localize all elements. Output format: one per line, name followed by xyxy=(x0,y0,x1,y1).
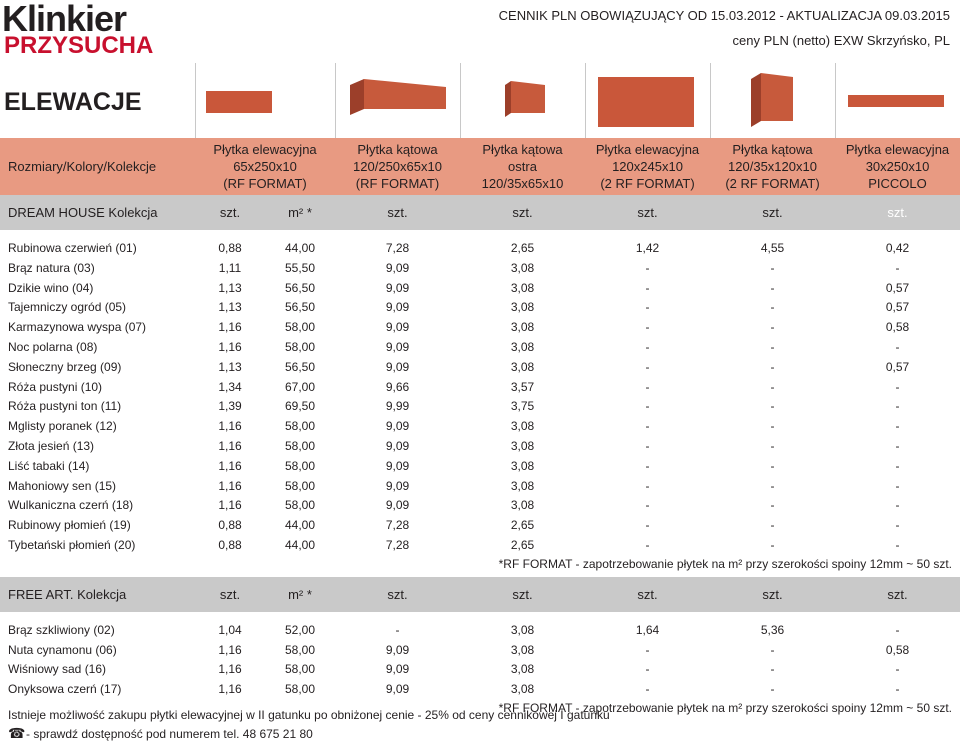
price-cell: 58,00 xyxy=(284,662,316,677)
table-row xyxy=(0,278,960,298)
price-cell: 1,16 xyxy=(218,662,242,677)
price-cell: - xyxy=(770,518,775,533)
color-name: Rubinowa czerwień (01) xyxy=(8,241,137,255)
price-cell: 9,09 xyxy=(385,439,410,453)
product-header-1 xyxy=(195,138,335,195)
price-cell: 9,09 xyxy=(385,478,410,493)
price-cell: 1,11 xyxy=(218,260,242,275)
price-cell: - xyxy=(895,662,900,677)
price-cell: - xyxy=(895,399,900,414)
price-cell: 0,58 xyxy=(885,642,910,657)
price-cell: 3,08 xyxy=(510,498,535,513)
product-images xyxy=(0,63,960,138)
price-cell: 1,64 xyxy=(635,622,660,637)
price-cell: 3,08 xyxy=(510,458,535,473)
price-cell: 3,08 xyxy=(510,320,535,335)
table-row xyxy=(0,238,960,258)
product-header-6 xyxy=(835,138,960,195)
price-cell: 3,08 xyxy=(510,359,535,374)
price-cell: 1,39 xyxy=(218,399,242,414)
price-cell: - xyxy=(895,419,900,434)
price-cell: - xyxy=(895,340,900,354)
tile-120x245-image xyxy=(598,77,694,127)
price-cell: 44,00 xyxy=(284,241,316,255)
unit-label: szt. xyxy=(887,586,908,602)
price-cell: - xyxy=(770,439,775,453)
price-cell: 9,09 xyxy=(385,498,410,513)
price-cell: 69,50 xyxy=(284,399,316,414)
product-header-line: 120x245x10 xyxy=(612,159,683,174)
price-cell: 58,00 xyxy=(284,498,316,513)
table-row xyxy=(0,297,960,317)
price-cell: - xyxy=(770,498,775,513)
price-cell: 1,16 xyxy=(218,478,242,493)
price-cell: - xyxy=(645,399,650,414)
product-header-line: (2 RF FORMAT) xyxy=(725,176,820,191)
price-cell: - xyxy=(645,458,650,473)
price-cell: 2,65 xyxy=(510,518,535,533)
price-cell: 56,50 xyxy=(284,280,316,295)
product-header-line: (RF FORMAT) xyxy=(223,176,307,191)
price-cell: - xyxy=(395,622,400,637)
table-row xyxy=(0,377,960,397)
price-cell: - xyxy=(770,458,775,473)
tile-cell-6 xyxy=(835,63,960,138)
price-cell: - xyxy=(770,300,775,315)
section-header xyxy=(0,577,960,612)
price-cell: - xyxy=(645,280,650,295)
price-cell: 1,16 xyxy=(218,439,242,453)
price-cell: - xyxy=(770,642,775,657)
table-row xyxy=(0,679,960,699)
price-cell: 2,65 xyxy=(510,538,535,552)
product-header-5 xyxy=(710,138,835,195)
price-cell: 3,08 xyxy=(510,280,535,295)
price-cell: 1,16 xyxy=(218,340,242,354)
price-cell: - xyxy=(645,518,650,533)
color-name: Słoneczny brzeg (09) xyxy=(8,359,122,374)
tile-corner-sharp-image xyxy=(505,81,549,121)
price-cell: 52,00 xyxy=(284,622,316,637)
price-cell: 0,57 xyxy=(885,300,910,315)
price-cell: 9,09 xyxy=(385,260,410,275)
rf-format-note: *RF FORMAT - zapotrzebowanie płytek na m² przy szerokości spoiny 12mm ~ 50 szt. xyxy=(498,556,952,571)
price-cell: 58,00 xyxy=(284,340,316,354)
price-cell: 1,16 xyxy=(218,419,242,434)
price-cell: 1,13 xyxy=(218,300,242,315)
phone-icon: ☎ xyxy=(8,725,26,741)
product-header-line: Płytka elewacyjna xyxy=(845,142,950,157)
price-cell: - xyxy=(895,458,900,473)
price-cell: 7,28 xyxy=(385,241,410,255)
price-cell: 3,08 xyxy=(510,642,535,657)
product-header-line: Płytka kątowa xyxy=(482,142,563,157)
klinkier-logo xyxy=(2,0,154,60)
column-header-label xyxy=(0,138,195,195)
price-cell: 9,09 xyxy=(385,280,410,295)
color-name: Mahoniowy sen (15) xyxy=(8,478,117,493)
price-cell: - xyxy=(770,662,775,677)
color-name: Wiśniowy sad (16) xyxy=(8,662,107,677)
table-row xyxy=(0,456,960,476)
product-header-line: 120/35x120x10 xyxy=(728,159,817,174)
unit-label: szt. xyxy=(387,586,408,602)
price-cell: 58,00 xyxy=(284,439,316,453)
price-cell: - xyxy=(645,320,650,335)
color-name: Brąz natura (03) xyxy=(8,260,95,275)
price-cell: - xyxy=(770,260,775,275)
color-name: Noc polarna (08) xyxy=(8,340,98,354)
price-cell: 1,42 xyxy=(635,241,660,255)
price-cell: - xyxy=(770,478,775,493)
price-cell: - xyxy=(645,340,650,354)
color-name: Róża pustyni ton (11) xyxy=(8,399,122,414)
price-cell: 3,57 xyxy=(510,379,535,394)
price-cell: 7,28 xyxy=(385,538,410,552)
price-cell: 44,00 xyxy=(284,518,316,533)
price-cell: - xyxy=(895,682,900,697)
price-cell: - xyxy=(895,439,900,453)
price-cell: - xyxy=(895,379,900,394)
tile-corner-120-250-image xyxy=(350,79,448,121)
price-cell: 9,09 xyxy=(385,359,410,374)
price-cell: 67,00 xyxy=(284,379,316,394)
price-cell: 1,34 xyxy=(218,379,242,394)
price-cell: - xyxy=(770,538,775,552)
price-cell: - xyxy=(770,359,775,374)
section-header xyxy=(0,195,960,230)
price-cell: 2,65 xyxy=(510,241,535,255)
price-list-header: CENNIK PLN OBOWIĄZUJĄCY OD 15.03.2012 - AKTUALIZACJA 09.03.2015 xyxy=(498,8,950,23)
tile-65x250-image xyxy=(206,91,272,113)
tile-corner-120-35-image xyxy=(751,73,797,131)
phone-note xyxy=(8,725,313,742)
color-name: Mglisty poranek (12) xyxy=(8,419,117,434)
price-cell: 9,09 xyxy=(385,340,410,354)
price-cell: 1,13 xyxy=(218,359,242,374)
second-grade-note: Istnieje możliwość zakupu płytki elewacyjnej w II gatunku po obniżonej cenie - 25% od ceny cennikowej I gatunku xyxy=(8,708,610,722)
unit-label: szt. xyxy=(637,586,658,602)
logo-line2: PRZYSUCHA xyxy=(4,32,154,59)
price-cell: 3,08 xyxy=(510,662,535,677)
phone-note-text: - sprawdź dostępność pod numerem tel. 48 675 21 80 xyxy=(26,727,313,741)
price-cell: 1,04 xyxy=(218,622,242,637)
rf-format-note: *RF FORMAT - zapotrzebowanie płytek na m² przy szerokości spoiny 12mm ~ 50 szt. xyxy=(498,701,952,715)
price-cell: - xyxy=(645,478,650,493)
price-cell: 1,13 xyxy=(218,280,242,295)
price-cell: 0,58 xyxy=(885,320,910,335)
price-cell: 58,00 xyxy=(284,320,316,335)
tile-piccolo-image xyxy=(848,95,944,107)
price-cell: 1,16 xyxy=(218,320,242,335)
price-cell: 4,55 xyxy=(760,241,785,255)
price-cell: 0,57 xyxy=(885,359,910,374)
price-cell: - xyxy=(895,622,900,637)
price-cell: 9,09 xyxy=(385,682,410,697)
price-cell: - xyxy=(770,379,775,394)
price-cell: - xyxy=(770,280,775,295)
price-basis-note: ceny PLN (netto) EXW Skrzyńsko, PL xyxy=(732,33,950,48)
price-cell: 56,50 xyxy=(284,359,316,374)
tile-cell-5 xyxy=(710,63,836,138)
price-cell: 3,08 xyxy=(510,478,535,493)
page-title: ELEWACJE xyxy=(4,88,142,116)
price-cell: 0,88 xyxy=(218,538,242,552)
color-name: Liść tabaki (14) xyxy=(8,458,90,473)
color-name: Wulkaniczna czerń (18) xyxy=(8,498,134,513)
table-row xyxy=(0,620,960,640)
product-header-line: 120/250x65x10 xyxy=(353,159,442,174)
unit-label: szt. xyxy=(219,205,241,220)
price-cell: 9,99 xyxy=(385,399,410,414)
product-header-3 xyxy=(460,138,585,195)
price-cell: - xyxy=(645,439,650,453)
section-name: DREAM HOUSE Kolekcja xyxy=(8,205,158,220)
tile-cell-4 xyxy=(585,63,711,138)
table-row xyxy=(0,436,960,456)
price-cell: - xyxy=(770,419,775,434)
table-row xyxy=(0,337,960,357)
price-cell: 58,00 xyxy=(284,419,316,434)
price-cell: 3,75 xyxy=(510,399,535,414)
product-header-line: Płytka kątowa xyxy=(732,142,813,157)
price-cell: 1,16 xyxy=(218,498,242,513)
color-name: Karmazynowa wyspa (07) xyxy=(8,320,147,335)
table-row xyxy=(0,495,960,515)
price-cell: - xyxy=(645,682,650,697)
color-name: Tybetański płomień (20) xyxy=(8,538,136,552)
price-cell: - xyxy=(770,320,775,335)
price-cell: - xyxy=(895,518,900,533)
price-cell: 58,00 xyxy=(284,682,316,697)
table-row xyxy=(0,659,960,679)
price-cell: 1,16 xyxy=(218,458,242,473)
product-header-line: Płytka elewacyjna xyxy=(213,142,317,157)
table-row xyxy=(0,258,960,278)
table-row xyxy=(0,476,960,496)
price-cell: - xyxy=(645,538,650,552)
product-header-line: Płytka elewacyjna xyxy=(595,142,700,157)
product-header-line: 120/35x65x10 xyxy=(481,176,564,191)
price-cell: 58,00 xyxy=(284,642,316,657)
tile-cell-3 xyxy=(460,63,586,138)
color-name: Dzikie wino (04) xyxy=(8,280,94,295)
product-header-4 xyxy=(585,138,710,195)
price-cell: 9,66 xyxy=(385,379,410,394)
unit-label: szt. xyxy=(512,586,533,602)
table-row xyxy=(0,317,960,337)
tile-cell-1 xyxy=(195,63,336,138)
price-cell: 9,09 xyxy=(385,458,410,473)
unit-label: szt. xyxy=(762,205,783,220)
table-row xyxy=(0,357,960,377)
price-cell: 56,50 xyxy=(284,300,316,315)
price-cell: 9,09 xyxy=(385,419,410,434)
price-cell: 7,28 xyxy=(385,518,410,533)
price-cell: - xyxy=(770,399,775,414)
price-cell: 9,09 xyxy=(385,320,410,335)
price-cell: - xyxy=(770,682,775,697)
price-cell: 3,08 xyxy=(510,419,535,434)
price-cell: - xyxy=(645,498,650,513)
price-cell: 9,09 xyxy=(385,300,410,315)
price-cell: 0,88 xyxy=(218,241,242,255)
price-cell: 3,08 xyxy=(510,300,535,315)
product-header-line: 65x250x10 xyxy=(233,159,297,174)
logo-line1: Klinkier xyxy=(2,0,127,39)
tile-cell-2 xyxy=(335,63,461,138)
table-row xyxy=(0,416,960,436)
section-name: FREE ART. Kolekcja xyxy=(8,586,127,602)
color-name: Rubinowy płomień (19) xyxy=(8,518,131,533)
product-header-line: (2 RF FORMAT) xyxy=(600,176,695,191)
product-header-line: 30x250x10 xyxy=(865,159,930,174)
unit-label: m² * xyxy=(288,586,312,602)
price-cell: 0,57 xyxy=(885,280,910,295)
price-cell: 3,08 xyxy=(510,260,535,275)
price-cell: 3,08 xyxy=(510,622,535,637)
color-name: Onyksowa czerń (17) xyxy=(8,682,122,697)
table-row xyxy=(0,640,960,660)
price-cell: 1,16 xyxy=(218,682,242,697)
unit-label: szt. xyxy=(219,586,241,602)
price-cell: 0,42 xyxy=(885,241,910,255)
table-row xyxy=(0,396,960,416)
unit-label: szt. xyxy=(887,205,908,220)
color-name: Nuta cynamonu (06) xyxy=(8,642,117,657)
price-cell: - xyxy=(645,642,650,657)
price-cell: 9,09 xyxy=(385,642,410,657)
color-name: Brąz szkliwiony (02) xyxy=(8,622,115,637)
price-cell: - xyxy=(895,260,900,275)
table-row xyxy=(0,515,960,535)
price-cell: 3,08 xyxy=(510,682,535,697)
product-header-line: (RF FORMAT) xyxy=(355,176,440,191)
unit-label: m² * xyxy=(288,205,312,220)
price-cell: - xyxy=(645,662,650,677)
table-row xyxy=(0,535,960,555)
price-cell: 5,36 xyxy=(760,622,785,637)
price-cell: 58,00 xyxy=(284,458,316,473)
price-cell: 3,08 xyxy=(510,340,535,354)
price-cell: - xyxy=(645,359,650,374)
unit-label: szt. xyxy=(512,205,533,220)
color-name: Złota jesień (13) xyxy=(8,439,95,453)
color-name: Róża pustyni (10) xyxy=(8,379,103,394)
product-header-line: Płytka kątowa xyxy=(357,142,438,157)
price-cell: - xyxy=(895,498,900,513)
price-cell: 58,00 xyxy=(284,478,316,493)
price-cell: - xyxy=(645,300,650,315)
price-cell: - xyxy=(645,419,650,434)
unit-label: szt. xyxy=(387,205,408,220)
price-cell: - xyxy=(895,478,900,493)
price-cell: 0,88 xyxy=(218,518,242,533)
price-cell: 9,09 xyxy=(385,662,410,677)
price-cell: 3,08 xyxy=(510,439,535,453)
price-cell: - xyxy=(645,260,650,275)
unit-label: szt. xyxy=(762,586,783,602)
unit-label: szt. xyxy=(637,205,658,220)
price-cell: - xyxy=(895,538,900,552)
price-cell: 1,16 xyxy=(218,642,242,657)
color-name: Tajemniczy ogród (05) xyxy=(8,300,127,315)
product-header-2 xyxy=(335,138,460,195)
column-label: Rozmiary/Kolory/Kolekcje xyxy=(8,159,157,174)
price-cell: 55,50 xyxy=(284,260,316,275)
product-header-line: ostra xyxy=(508,159,537,174)
price-cell: - xyxy=(770,340,775,354)
product-header-line: PICCOLO xyxy=(868,176,927,191)
price-cell: 44,00 xyxy=(284,538,316,552)
price-cell: - xyxy=(645,379,650,394)
